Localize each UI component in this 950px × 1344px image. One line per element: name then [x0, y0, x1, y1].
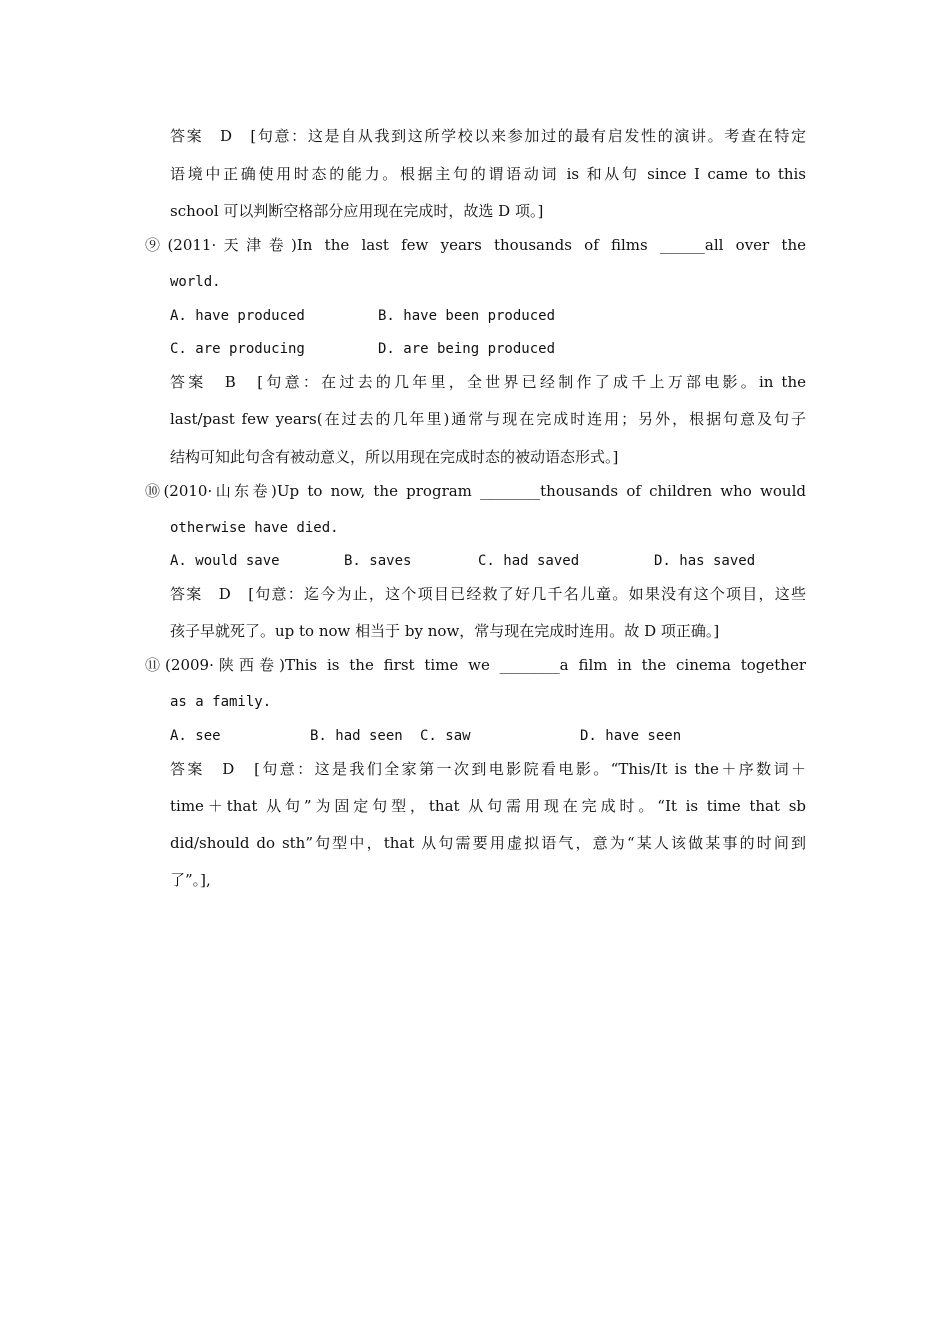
q11-answer-line: 答案 D [句意：这是我们全家第一次到电影院看电影。“This/It is the＋序数词＋ [170, 760, 806, 778]
q9-option-c: C. are producing [170, 341, 305, 357]
q8-answer-line: school 可以判断空格部分应用现在完成时，故选 D 项。] [170, 202, 544, 220]
q9-answer-line: last/past few years(在过去的几年里)通常与现在完成时连用；另外，根据句意及句子 [170, 410, 806, 428]
q10-option-b: B. saves [344, 553, 412, 569]
q11-answer-line: did/should do sth”句型中，that 从句需要用虚拟语气，意为“某人该做某事的时间到 [170, 834, 806, 852]
q10-answer-line: 答案 D [句意：迄今为止，这个项目已经救了好几千名儿童。如果没有这个项目，这些 [170, 585, 806, 603]
q9-stem-line: ⑨(2011·天津卷)In the last few years thousands of films ______all over the [145, 236, 806, 254]
q9-answer-line: 答案 B [句意：在过去的几年里，全世界已经制作了成千上万部电影。in the [170, 373, 806, 391]
q11-answer-line: 了”。], [170, 871, 211, 889]
q10-stem-line: ⑩(2010·山东卷)Up to now, the program ________thousands of children who would [145, 482, 806, 500]
q10-stem-line: otherwise have died. [170, 520, 339, 536]
q9-answer-line: 结构可知此句含有被动意义，所以用现在完成时态的被动语态形式。] [170, 448, 619, 466]
q11-option-b: B. had seen [310, 728, 403, 744]
q9-stem-line: world. [170, 274, 221, 290]
q10-option-a: A. would save [170, 553, 280, 569]
q10-option-d: D. has saved [654, 553, 756, 569]
q9-option-d: D. are being produced [378, 341, 556, 357]
q8-answer-line: 答案 D [句意：这是自从我到这所学校以来参加过的最有启发性的演讲。考查在特定 [170, 127, 806, 145]
q11-stem-line: ⑪(2009·陕西卷)This is the first time we ________a film in the cinema together [145, 656, 806, 674]
q9-option-a: A. have produced [170, 308, 305, 324]
q11-answer-line: time＋that 从句”为固定句型，that 从句需用现在完成时。“It is time that sb [170, 797, 806, 815]
q10-option-c: C. had saved [478, 553, 580, 569]
q11-option-d: D. have seen [580, 728, 682, 744]
q10-answer-line: 孩子早就死了。up to now 相当于 by now，常与现在完成时连用。故 D 项正确。] [170, 622, 720, 640]
q8-answer-line: 语境中正确使用时态的能力。根据主句的谓语动词 is 和从句 since I came to this [170, 165, 806, 183]
q9-option-b: B. have been produced [378, 308, 556, 324]
q11-option-c: C. saw [420, 728, 471, 744]
q11-option-a: A. see [170, 728, 221, 744]
q11-stem-line: as a family. [170, 694, 272, 710]
